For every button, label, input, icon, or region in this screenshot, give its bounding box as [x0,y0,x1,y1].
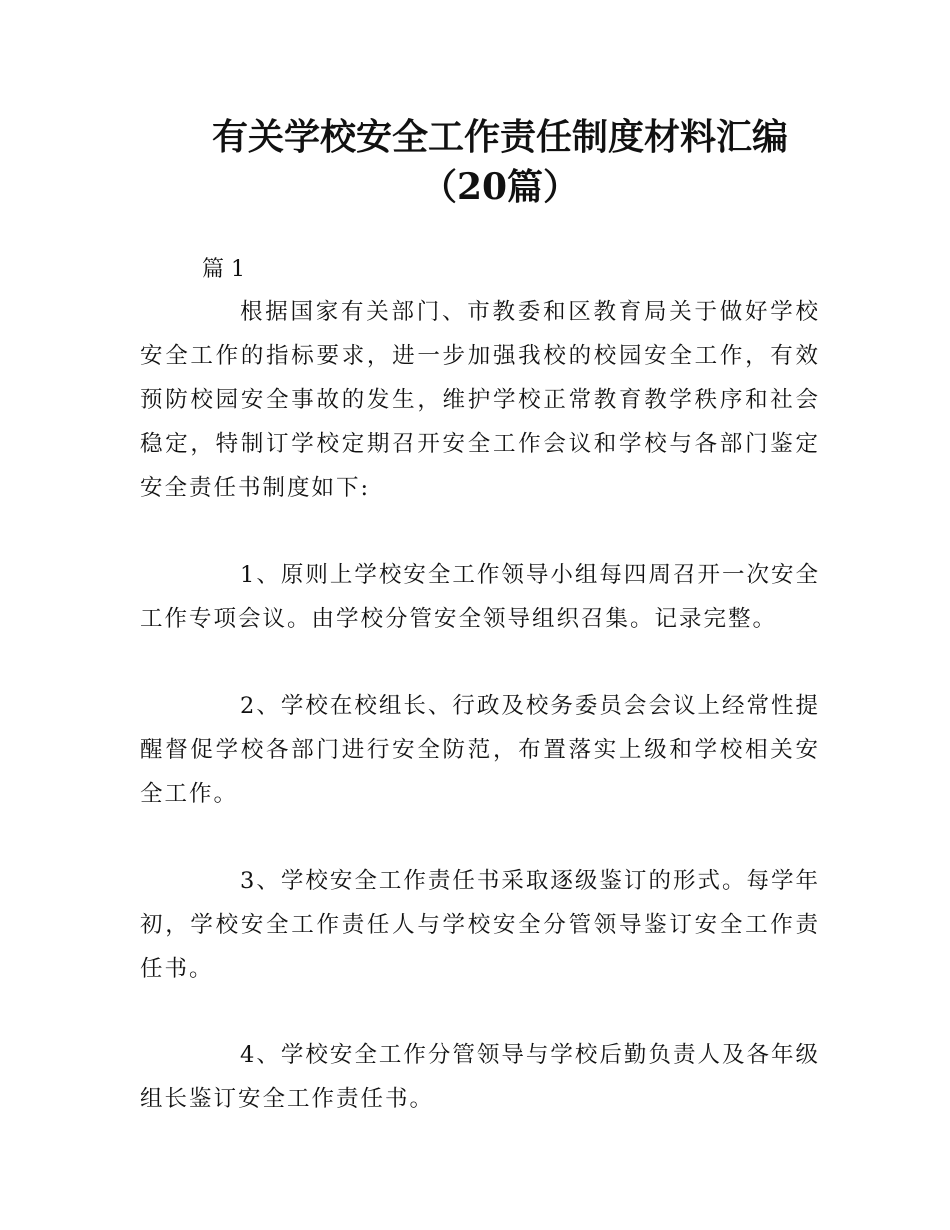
document-title: 有关学校安全工作责任制度材料汇编（20篇） [211,116,788,208]
section-label: 篇 1 [202,257,245,282]
rule-item-2: 2、学校在校组长、行政及校务委员会会议上经常性提醒督促学校各部门进行安全防范，布置落实上级和学校相关安全工作。 [140,693,820,807]
rule-item-1: 1、原则上学校安全工作领导小组每四周召开一次安全工作专项会议。由学校分管安全领导组织召集。记录完整。 [140,562,820,632]
rule-item-3: 3、学校安全工作责任书采取逐级鉴订的形式。每学年初，学校安全工作责任人与学校安全分管领导鉴订安全工作责任书。 [140,868,820,982]
intro-paragraph: 根据国家有关部门、市教委和区教育局关于做好学校安全工作的指标要求，进一步加强我校的校园安全工作，有效预防校园安全事故的发生，维护学校正常教育教学秩序和社会稳定，特制订学校定期召开安全工作会议和学校与各部门鉴定安全责任书制度如下: [140,299,820,501]
rule-item-4: 4、学校安全工作分管领导与学校后勤负责人及各年级组长鉴订安全工作责任书。 [140,1042,820,1112]
